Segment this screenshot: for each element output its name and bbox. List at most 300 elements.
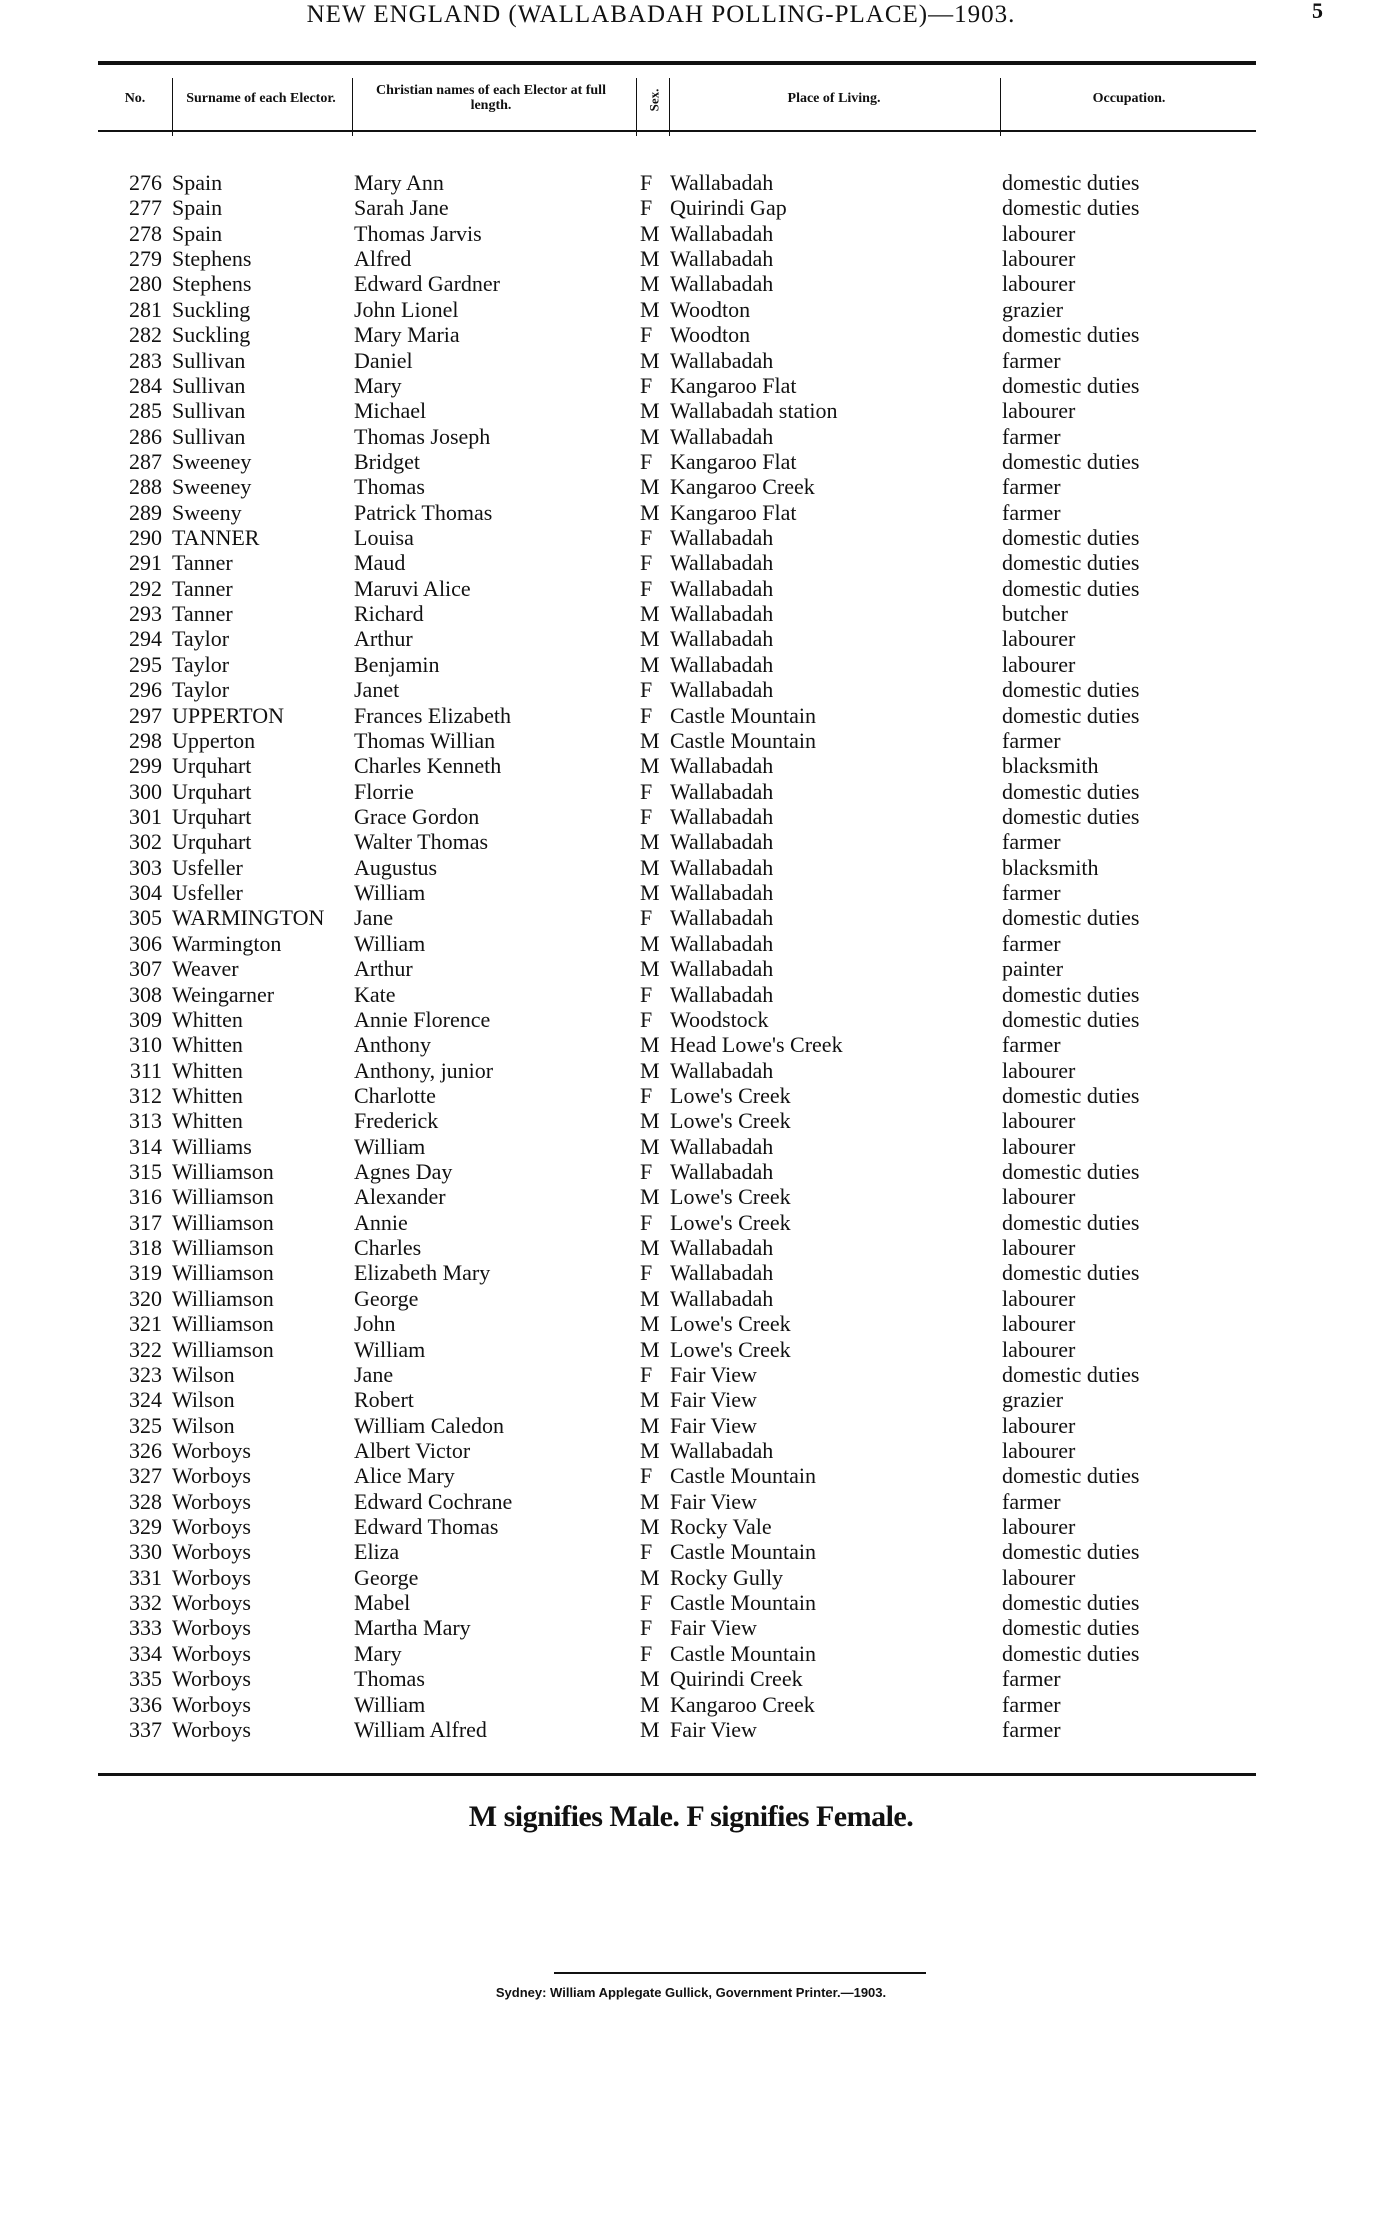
elector-christian-names: Frances Elizabeth	[354, 702, 511, 728]
elector-occupation: domestic duties	[1002, 702, 1140, 728]
elector-occupation: domestic duties	[1002, 1640, 1140, 1666]
elector-surname: Williamson	[172, 1285, 274, 1311]
elector-sex: F	[640, 1209, 653, 1235]
elector-occupation: domestic duties	[1002, 1082, 1140, 1108]
elector-surname: Whitten	[172, 1006, 243, 1032]
elector-surname: Tanner	[172, 601, 233, 627]
elector-christian-names: Grace Gordon	[354, 803, 480, 829]
table-row	[0, 1717, 1382, 1742]
elector-surname: Sullivan	[172, 372, 246, 398]
elector-occupation: labourer	[1002, 651, 1076, 677]
elector-christian-names: Charles Kenneth	[354, 753, 502, 779]
elector-place-of-living: Wallabadah	[670, 651, 774, 677]
header-bottom-rule	[98, 130, 1256, 132]
table-row	[0, 728, 1382, 753]
elector-occupation: domestic duties	[1002, 803, 1140, 829]
elector-occupation: domestic duties	[1002, 1159, 1140, 1185]
elector-place-of-living: Woodton	[670, 296, 751, 322]
elector-surname: Williamson	[172, 1311, 274, 1337]
elector-sex: F	[640, 1615, 653, 1641]
table-row	[0, 474, 1382, 499]
elector-place-of-living: Castle Mountain	[670, 1640, 817, 1666]
elector-surname: Usfeller	[172, 880, 243, 906]
elector-christian-names: William	[354, 880, 426, 906]
elector-occupation: labourer	[1002, 220, 1076, 246]
elector-sex: F	[640, 1082, 653, 1108]
elector-place-of-living: Wallabadah	[670, 601, 774, 627]
elector-place-of-living: Rocky Vale	[670, 1514, 772, 1540]
elector-place-of-living: Wallabadah	[670, 423, 774, 449]
elector-place-of-living: Castle Mountain	[670, 702, 817, 728]
elector-christian-names: Elizabeth Mary	[354, 1260, 491, 1286]
elector-surname: Sweeney	[172, 474, 252, 500]
elector-number: 314	[129, 1133, 162, 1159]
elector-sex: M	[640, 1235, 660, 1261]
elector-christian-names: Charles	[354, 1235, 422, 1261]
elector-sex: M	[640, 1285, 660, 1311]
elector-sex: M	[640, 880, 660, 906]
elector-place-of-living: Kangaroo Flat	[670, 372, 797, 398]
elector-number: 290	[129, 525, 162, 551]
elector-occupation: domestic duties	[1002, 448, 1140, 474]
elector-place-of-living: Castle Mountain	[670, 1539, 817, 1565]
elector-number: 292	[129, 575, 162, 601]
elector-sex: M	[640, 1387, 660, 1413]
elector-number: 283	[129, 347, 162, 373]
elector-number: 295	[129, 651, 162, 677]
elector-number: 305	[129, 905, 162, 931]
elector-surname: Williams	[172, 1133, 252, 1159]
elector-surname: Worboys	[172, 1590, 251, 1616]
table-row	[0, 1337, 1382, 1362]
table-row	[0, 1260, 1382, 1285]
elector-occupation: grazier	[1002, 1387, 1064, 1413]
elector-place-of-living: Lowe's Creek	[670, 1209, 791, 1235]
elector-place-of-living: Kangaroo Creek	[670, 1691, 815, 1717]
elector-surname: Usfeller	[172, 854, 243, 880]
table-row	[0, 170, 1382, 195]
table-row	[0, 931, 1382, 956]
elector-sex: F	[640, 1361, 653, 1387]
table-row	[0, 576, 1382, 601]
elector-number: 280	[129, 271, 162, 297]
elector-place-of-living: Castle Mountain	[670, 727, 817, 753]
elector-surname: Williamson	[172, 1235, 274, 1261]
elector-occupation: farmer	[1002, 474, 1061, 500]
elector-place-of-living: Wallabadah	[670, 220, 774, 246]
elector-place-of-living: Wallabadah	[670, 1133, 774, 1159]
elector-surname: Warmington	[172, 930, 282, 956]
elector-number: 313	[129, 1108, 162, 1134]
table-row	[0, 221, 1382, 246]
elector-number: 324	[129, 1387, 162, 1413]
elector-number: 282	[129, 322, 162, 348]
elector-occupation: domestic duties	[1002, 1260, 1140, 1286]
elector-place-of-living: Wallabadah station	[670, 398, 838, 424]
column-divider	[172, 78, 173, 136]
elector-christian-names: Louisa	[354, 525, 414, 551]
table-row	[0, 703, 1382, 728]
elector-surname: Sullivan	[172, 347, 246, 373]
elector-sex: F	[640, 195, 653, 221]
elector-number: 307	[129, 956, 162, 982]
elector-number: 284	[129, 372, 162, 398]
elector-sex: M	[640, 220, 660, 246]
elector-number: 279	[129, 246, 162, 272]
elector-surname: Worboys	[172, 1437, 251, 1463]
elector-surname: Whitten	[172, 1057, 243, 1083]
elector-christian-names: John Lionel	[354, 296, 459, 322]
elector-place-of-living: Quirindi Creek	[670, 1666, 803, 1692]
elector-sex: M	[640, 1133, 660, 1159]
elector-number: 291	[129, 550, 162, 576]
elector-occupation: domestic duties	[1002, 322, 1140, 348]
table-row	[0, 398, 1382, 423]
elector-occupation: domestic duties	[1002, 905, 1140, 931]
elector-occupation: domestic duties	[1002, 1209, 1140, 1235]
elector-occupation: farmer	[1002, 1666, 1061, 1692]
elector-sex: M	[640, 1666, 660, 1692]
elector-sex: F	[640, 981, 653, 1007]
elector-christian-names: George	[354, 1564, 419, 1590]
elector-place-of-living: Fair View	[670, 1716, 757, 1742]
elector-place-of-living: Lowe's Creek	[670, 1108, 791, 1134]
table-row	[0, 1184, 1382, 1209]
elector-surname: Worboys	[172, 1514, 251, 1540]
table-row	[0, 626, 1382, 651]
elector-christian-names: Annie	[354, 1209, 408, 1235]
table-row	[0, 500, 1382, 525]
elector-number: 301	[129, 803, 162, 829]
elector-sex: M	[640, 474, 660, 500]
elector-christian-names: Mary	[354, 372, 402, 398]
elector-sex: F	[640, 778, 653, 804]
elector-occupation: farmer	[1002, 347, 1061, 373]
elector-sex: M	[640, 1437, 660, 1463]
table-row	[0, 1311, 1382, 1336]
column-divider	[669, 78, 670, 136]
elector-christian-names: Maud	[354, 550, 406, 576]
elector-place-of-living: Wallabadah	[670, 575, 774, 601]
table-row	[0, 525, 1382, 550]
elector-christian-names: Martha Mary	[354, 1615, 471, 1641]
elector-number: 312	[129, 1082, 162, 1108]
elector-sex: M	[640, 1412, 660, 1438]
imprint-rule	[554, 1972, 926, 1974]
elector-place-of-living: Fair View	[670, 1412, 757, 1438]
elector-place-of-living: Woodton	[670, 322, 751, 348]
table-row	[0, 804, 1382, 829]
column-header-no: No.	[124, 90, 146, 106]
elector-place-of-living: Wallabadah	[670, 905, 774, 931]
elector-surname: Williamson	[172, 1209, 274, 1235]
elector-occupation: farmer	[1002, 829, 1061, 855]
elector-occupation: domestic duties	[1002, 1590, 1140, 1616]
elector-place-of-living: Castle Mountain	[670, 1590, 817, 1616]
page-number: 5	[1312, 0, 1323, 23]
elector-occupation: blacksmith	[1002, 854, 1099, 880]
elector-surname: Whitten	[172, 1032, 243, 1058]
elector-christian-names: Maruvi Alice	[354, 575, 471, 601]
elector-occupation: domestic duties	[1002, 1539, 1140, 1565]
elector-christian-names: Eliza	[354, 1539, 400, 1565]
elector-place-of-living: Wallabadah	[670, 246, 774, 272]
elector-sex: F	[640, 803, 653, 829]
elector-number: 326	[129, 1437, 162, 1463]
elector-sex: M	[640, 1488, 660, 1514]
elector-surname: Suckling	[172, 322, 251, 348]
elector-surname: Tanner	[172, 550, 233, 576]
table-row	[0, 1615, 1382, 1640]
elector-number: 334	[129, 1640, 162, 1666]
page-title: NEW ENGLAND (WALLABADAH POLLING-PLACE)—1903.	[306, 1, 1016, 28]
elector-number: 294	[129, 626, 162, 652]
elector-place-of-living: Rocky Gully	[670, 1564, 784, 1590]
elector-number: 288	[129, 474, 162, 500]
elector-number: 319	[129, 1260, 162, 1286]
elector-christian-names: William Caledon	[354, 1412, 505, 1438]
table-row	[0, 1565, 1382, 1590]
elector-place-of-living: Wallabadah	[670, 1235, 774, 1261]
table-row	[0, 1210, 1382, 1235]
elector-surname: Taylor	[172, 651, 230, 677]
elector-christian-names: Thomas	[354, 1666, 425, 1692]
elector-number: 328	[129, 1488, 162, 1514]
elector-christian-names: John	[354, 1311, 396, 1337]
elector-place-of-living: Wallabadah	[670, 550, 774, 576]
column-divider	[636, 78, 637, 136]
elector-christian-names: William	[354, 1336, 426, 1362]
table-row	[0, 1463, 1382, 1488]
elector-christian-names: Alice Mary	[354, 1463, 455, 1489]
elector-occupation: labourer	[1002, 1057, 1076, 1083]
elector-number: 286	[129, 423, 162, 449]
elector-surname: Taylor	[172, 626, 230, 652]
table-row	[0, 905, 1382, 930]
table-row	[0, 652, 1382, 677]
elector-christian-names: Bridget	[354, 448, 420, 474]
elector-occupation: domestic duties	[1002, 1463, 1140, 1489]
elector-number: 329	[129, 1514, 162, 1540]
elector-surname: Spain	[172, 220, 223, 246]
elector-occupation: farmer	[1002, 499, 1061, 525]
elector-place-of-living: Wallabadah	[670, 1260, 774, 1286]
elector-surname: Worboys	[172, 1463, 251, 1489]
elector-number: 285	[129, 398, 162, 424]
elector-occupation: labourer	[1002, 1133, 1076, 1159]
elector-occupation: labourer	[1002, 626, 1076, 652]
elector-christian-names: Thomas Jarvis	[354, 220, 482, 246]
elector-place-of-living: Castle Mountain	[670, 1463, 817, 1489]
elector-number: 331	[129, 1564, 162, 1590]
elector-sex: F	[640, 525, 653, 551]
elector-occupation: grazier	[1002, 296, 1064, 322]
table-row	[0, 956, 1382, 981]
elector-surname: Worboys	[172, 1640, 251, 1666]
elector-surname: Whitten	[172, 1108, 243, 1134]
elector-christian-names: Mary	[354, 1640, 402, 1666]
elector-sex: F	[640, 322, 653, 348]
elector-number: 322	[129, 1336, 162, 1362]
elector-occupation: domestic duties	[1002, 525, 1140, 551]
elector-number: 303	[129, 854, 162, 880]
elector-christian-names: Patrick Thomas	[354, 499, 493, 525]
header-top-rule	[98, 61, 1256, 65]
elector-surname: Spain	[172, 170, 223, 195]
elector-place-of-living: Lowe's Creek	[670, 1311, 791, 1337]
elector-number: 321	[129, 1311, 162, 1337]
elector-number: 281	[129, 296, 162, 322]
elector-number: 332	[129, 1590, 162, 1616]
table-row	[0, 1235, 1382, 1260]
elector-christian-names: Alfred	[354, 246, 412, 272]
elector-christian-names: Daniel	[354, 347, 413, 373]
elector-number: 304	[129, 880, 162, 906]
elector-christian-names: Anthony	[354, 1032, 431, 1058]
elector-sex: M	[640, 727, 660, 753]
elector-number: 316	[129, 1184, 162, 1210]
elector-sex: M	[640, 1311, 660, 1337]
elector-place-of-living: Wallabadah	[670, 170, 774, 195]
table-row	[0, 1489, 1382, 1514]
elector-sex: M	[640, 1716, 660, 1742]
table-row	[0, 322, 1382, 347]
elector-surname: Williamson	[172, 1336, 274, 1362]
elector-occupation: labourer	[1002, 1336, 1076, 1362]
table-row	[0, 246, 1382, 271]
table-row	[0, 1438, 1382, 1463]
table-row	[0, 271, 1382, 296]
elector-christian-names: George	[354, 1285, 419, 1311]
elector-place-of-living: Lowe's Creek	[670, 1082, 791, 1108]
elector-christian-names: Janet	[354, 677, 400, 703]
elector-number: 306	[129, 930, 162, 956]
elector-occupation: labourer	[1002, 1311, 1076, 1337]
elector-occupation: labourer	[1002, 1235, 1076, 1261]
elector-surname: UPPERTON	[172, 702, 284, 728]
elector-sex: M	[640, 1108, 660, 1134]
elector-christian-names: William	[354, 1691, 426, 1717]
table-row	[0, 1514, 1382, 1539]
table-row	[0, 348, 1382, 373]
elector-place-of-living: Lowe's Creek	[670, 1336, 791, 1362]
elector-sex: F	[640, 1640, 653, 1666]
elector-sex: F	[640, 550, 653, 576]
elector-occupation: domestic duties	[1002, 550, 1140, 576]
elector-number: 315	[129, 1159, 162, 1185]
printer-imprint: Sydney: William Applegate Gullick, Government Printer.—1903.	[495, 1985, 887, 2000]
elector-surname: Wilson	[172, 1387, 235, 1413]
elector-number: 278	[129, 220, 162, 246]
elector-number: 336	[129, 1691, 162, 1717]
table-row	[0, 373, 1382, 398]
elector-sex: F	[640, 1260, 653, 1286]
elector-surname: Whitten	[172, 1082, 243, 1108]
elector-occupation: painter	[1002, 956, 1064, 982]
elector-occupation: labourer	[1002, 398, 1076, 424]
elector-sex: F	[640, 372, 653, 398]
elector-occupation: domestic duties	[1002, 677, 1140, 703]
elector-number: 333	[129, 1615, 162, 1641]
elector-christian-names: Thomas Joseph	[354, 423, 491, 449]
elector-sex: M	[640, 1032, 660, 1058]
elector-place-of-living: Wallabadah	[670, 271, 774, 297]
elector-christian-names: Walter Thomas	[354, 829, 489, 855]
elector-occupation: domestic duties	[1002, 195, 1140, 221]
table-row	[0, 424, 1382, 449]
elector-place-of-living: Wallabadah	[670, 854, 774, 880]
elector-christian-names: Annie Florence	[354, 1006, 491, 1032]
elector-surname: Worboys	[172, 1615, 251, 1641]
elector-sex: F	[640, 1159, 653, 1185]
elector-surname: Williamson	[172, 1159, 274, 1185]
elector-surname: Sweeny	[172, 499, 242, 525]
elector-surname: Williamson	[172, 1260, 274, 1286]
table-row	[0, 1134, 1382, 1159]
elector-christian-names: Sarah Jane	[354, 195, 449, 221]
table-row	[0, 1362, 1382, 1387]
elector-christian-names: Mary Ann	[354, 170, 444, 195]
elector-surname: Stephens	[172, 246, 252, 272]
elector-christian-names: Jane	[354, 905, 394, 931]
table-row	[0, 1387, 1382, 1412]
elector-sex: F	[640, 170, 653, 195]
elector-number: 289	[129, 499, 162, 525]
elector-surname: Sullivan	[172, 423, 246, 449]
elector-occupation: labourer	[1002, 1285, 1076, 1311]
elector-surname: Worboys	[172, 1564, 251, 1590]
elector-number: 323	[129, 1361, 162, 1387]
elector-place-of-living: Kangaroo Flat	[670, 499, 797, 525]
elector-christian-names: Richard	[354, 601, 424, 627]
elector-occupation: domestic duties	[1002, 170, 1140, 195]
elector-place-of-living: Wallabadah	[670, 347, 774, 373]
elector-place-of-living: Wallabadah	[670, 829, 774, 855]
elector-surname: Weaver	[172, 956, 239, 982]
table-row	[0, 982, 1382, 1007]
elector-surname: Urquhart	[172, 753, 252, 779]
elector-number: 310	[129, 1032, 162, 1058]
elector-number: 296	[129, 677, 162, 703]
elector-surname: Worboys	[172, 1666, 251, 1692]
elector-christian-names: Alexander	[354, 1184, 446, 1210]
elector-sex: M	[640, 956, 660, 982]
elector-occupation: farmer	[1002, 1488, 1061, 1514]
table-row	[0, 1413, 1382, 1438]
table-row	[0, 1159, 1382, 1184]
elector-sex: F	[640, 677, 653, 703]
elector-table-body	[0, 170, 1382, 1742]
elector-place-of-living: Wallabadah	[670, 1057, 774, 1083]
elector-occupation: domestic duties	[1002, 778, 1140, 804]
column-header-christian-names: Christian names of each Elector at full length.	[376, 83, 606, 113]
elector-place-of-living: Wallabadah	[670, 525, 774, 551]
elector-number: 302	[129, 829, 162, 855]
elector-place-of-living: Wallabadah	[670, 981, 774, 1007]
elector-place-of-living: Wallabadah	[670, 1285, 774, 1311]
elector-surname: Worboys	[172, 1691, 251, 1717]
elector-surname: Sweeney	[172, 448, 252, 474]
elector-place-of-living: Fair View	[670, 1387, 757, 1413]
elector-number: 311	[129, 1057, 162, 1083]
elector-number: 299	[129, 753, 162, 779]
elector-sex: M	[640, 626, 660, 652]
elector-sex: M	[640, 1057, 660, 1083]
elector-number: 293	[129, 601, 162, 627]
elector-christian-names: Mary Maria	[354, 322, 460, 348]
elector-occupation: domestic duties	[1002, 372, 1140, 398]
elector-surname: Tanner	[172, 575, 233, 601]
